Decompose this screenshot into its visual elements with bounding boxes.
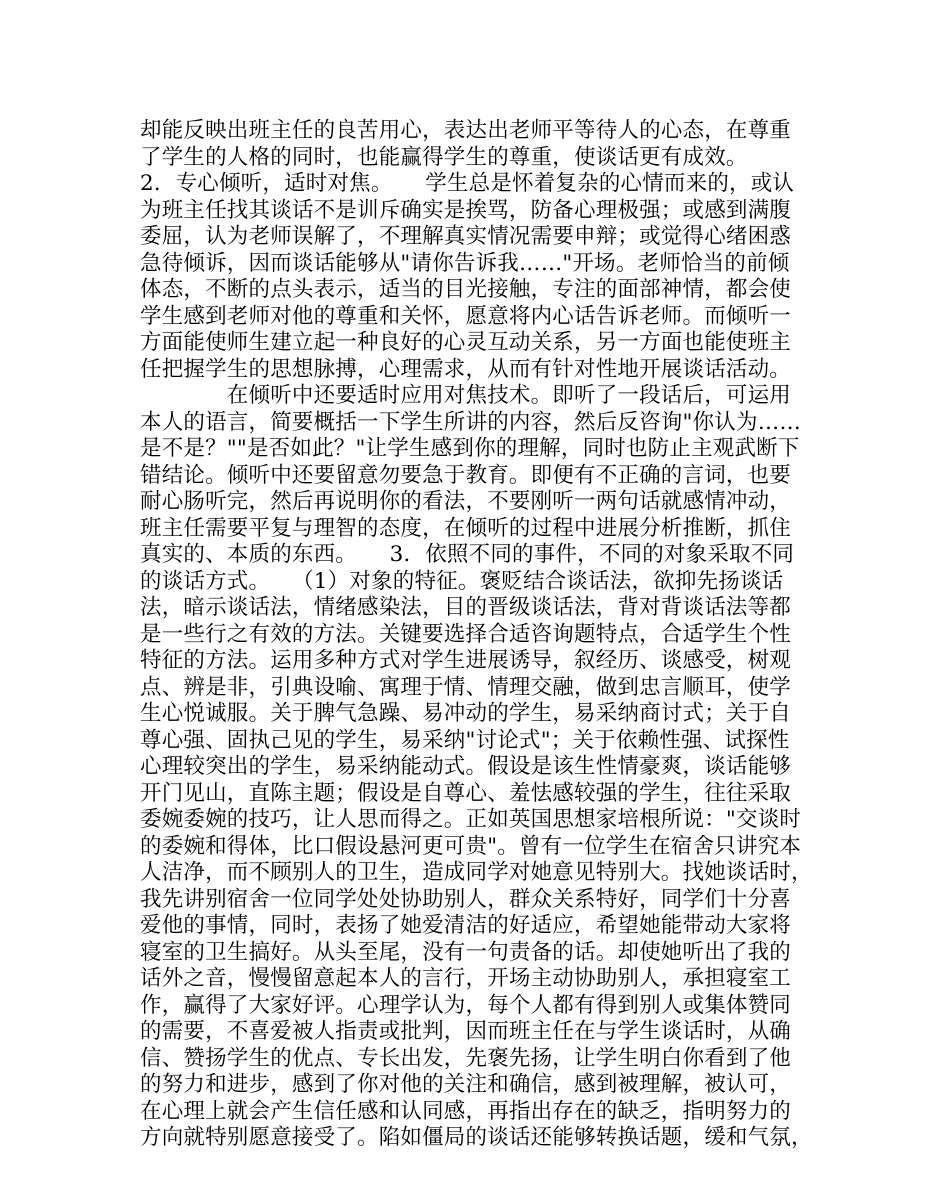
text-line: 作，赢得了大家好评。心理学认为，每个人都有得到别人或集体赞同 xyxy=(140,992,792,1018)
text-line: 爱他的事情，同时，表扬了她爱清洁的好适应，希望她能带动大家将 xyxy=(140,913,792,938)
text-line: 心理较突出的学生，易采纳能动式。假设是该生性情豪爽，谈话能够 xyxy=(140,754,792,779)
text-line: 法，暗示谈话法，情绪感染法，目的晋级谈话法，背对背谈话法等都 xyxy=(140,595,792,620)
text-line: 人洁净，而不顾别人的卫生，造成同学对她意见特别大。找她谈话时， xyxy=(140,860,813,885)
text-line: 2．专心倾听，适时对焦。 学生总是怀着复杂的心情而来的，或认 xyxy=(140,171,795,196)
text-line: 的谈话方式。 （1）对象的特征。褒贬结合谈话法，欲抑先扬谈话 xyxy=(140,568,784,594)
text-line: 话外之音，慢慢留意起本人的言行，开场主动协助别人，承担寝室工 xyxy=(140,966,792,991)
text-line: 错结论。倾听中还要留意勿要急于教育。即便有不正确的言词，也要 xyxy=(140,462,792,488)
text-line: 学生感到老师对他的尊重和关怀，愿意将内心话告诉老师。而倾听一 xyxy=(140,303,792,329)
text-line: 尊心强、固执己见的学生，易采纳"讨论式"；关于依赖性强、试探性 xyxy=(140,727,790,753)
text-line: 方面能使师生建立起一种良好的心灵互动关系，另一方面也能使班主 xyxy=(140,330,792,355)
text-line: 却能反映出班主任的良苦用心，表达出老师平等待人的心态，在尊重 xyxy=(140,118,792,143)
text-line: 耐心肠听完，然后再说明你的看法，不要刚听一两句话就感情冲动， xyxy=(140,489,792,514)
text-line: 的需要，不喜爱被人指责或批判，因而班主任在与学生谈话时，从确 xyxy=(140,1019,792,1044)
text-line: 体态，不断的点头表示，适当的目光接触，专注的面部神情，都会使 xyxy=(140,277,792,302)
text-line: 方向就特别愿意接受了。陷如僵局的谈话还能够转换话题，缓和气氛， xyxy=(140,1125,813,1150)
text-line: 委婉委婉的技巧，让人思而得之。正如英国思想家培根所说："交谈时 xyxy=(140,807,802,832)
text-line: 是一些行之有效的方法。关键要选择合适咨询题特点，合适学生个性 xyxy=(140,621,792,647)
body-text xyxy=(140,118,830,1152)
text-line: 在心理上就会产生信任感和认同感，再指出存在的缺乏，指明努力的 xyxy=(140,1098,792,1124)
text-line: 委屈，认为老师误解了，不理解真实情况需要申辩；或觉得心绪困惑 xyxy=(140,224,792,249)
text-line: 任把握学生的思想脉搏，心理需求，从而有针对性地开展谈话活动。 xyxy=(140,356,792,382)
text-line: 的委婉和得体，比口假设悬河更可贵"。曾有一位学生在宿舍只讲究本 xyxy=(140,833,802,859)
text-line: 特征的方法。运用多种方式对学生进展诱导，叙经历、谈感受，树观 xyxy=(140,648,792,673)
text-line: 是不是？""是否如此？"让学生感到你的理解，同时也防止主观武断下 xyxy=(140,436,800,461)
text-line: 真实的、本质的东西。 3．依照不同的事件，不同的对象采取不同 xyxy=(140,542,795,567)
text-line: 生心悦诚服。关于脾气急躁、易冲动的学生，易采纳商讨式；关于自 xyxy=(140,701,792,726)
text-line: 点、辨是非，引典设喻、寓理于情、情理交融，做到忠言顺耳，使学 xyxy=(140,674,792,700)
text-line: 开门见山，直陈主题；假设是自尊心、羞怯感较强的学生，往往采取 xyxy=(140,780,792,806)
text-line: 信、赞扬学生的优点、专长出发，先褒先扬，让学生明白你看到了他 xyxy=(140,1045,792,1071)
text-line: 的努力和进步，感到了你对他的关注和确信，感到被理解，被认可， xyxy=(140,1072,792,1097)
text-line: 班主任需要平复与理智的态度，在倾听的过程中进展分析推断，抓住 xyxy=(140,515,792,541)
text-line: 我先讲别宿舍一位同学处处协助别人，群众关系特好，同学们十分喜 xyxy=(140,886,792,912)
text-line: 为班主任找其谈话不是训斥确实是挨骂，防备心理极强；或感到满腹 xyxy=(140,197,792,223)
text-line: 寝室的卫生搞好。从头至尾，没有一句责备的话。却使她听出了我的 xyxy=(140,939,792,965)
text-line: 了学生的人格的同时，也能赢得学生的尊重，使谈话更有成效。 xyxy=(140,144,748,170)
text-line: 急待倾诉，因而谈话能够从"请你告诉我……"开场。老师恰当的前倾 xyxy=(140,250,790,276)
text-line: 在倾听中还要适时应用对焦技术。即听了一段话后，可运用 xyxy=(140,383,792,408)
text-line: 本人的语言，简要概括一下学生所讲的内容，然后反咨询"你认为…… xyxy=(140,409,802,435)
